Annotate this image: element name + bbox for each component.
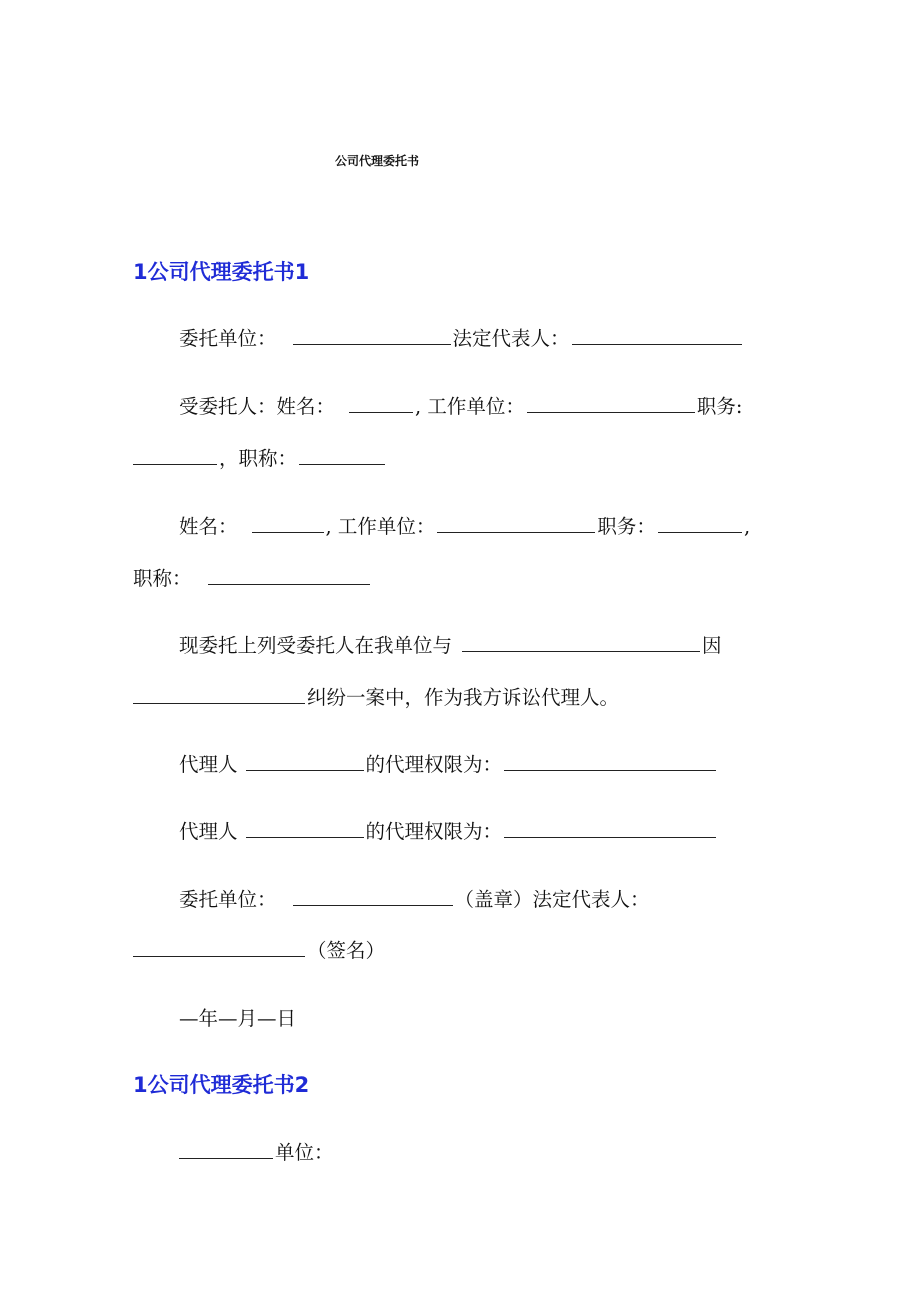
label-agent: 代理人 xyxy=(179,820,238,843)
line-date: —年—月—日 xyxy=(179,1007,297,1030)
blank-field xyxy=(437,514,595,533)
blank-field xyxy=(462,633,700,652)
line-trustee-1 xyxy=(179,394,743,420)
label-position: 职务： xyxy=(597,515,656,538)
text-dispute: 纠纷一案中，作为我方诉讼代理人。 xyxy=(307,686,620,709)
line-entrusting-unit xyxy=(179,326,744,352)
text-because: 因 xyxy=(702,634,722,657)
line-unit xyxy=(179,1140,334,1166)
document-title: 公司代理委托书 xyxy=(335,154,420,168)
blank-field xyxy=(133,938,305,957)
line-signature xyxy=(133,938,385,964)
blank-field xyxy=(572,326,742,345)
label-authority: 的代理权限为： xyxy=(365,820,503,843)
label-signature: （签名） xyxy=(307,939,386,962)
blank-field xyxy=(293,326,451,345)
blank-field xyxy=(658,514,742,533)
blank-field xyxy=(504,819,716,838)
label-unit: 单位： xyxy=(275,1141,334,1164)
section-2-heading: 1公司代理委托书2 xyxy=(133,1073,310,1097)
label-title: 职称： xyxy=(133,567,192,590)
blank-field xyxy=(527,394,695,413)
label-legal-rep: 法定代表人： xyxy=(452,327,570,350)
line-seal xyxy=(179,887,650,913)
blank-field xyxy=(252,514,324,533)
blank-field xyxy=(208,566,370,585)
label-trustee-name: 受委托人：姓名： xyxy=(179,395,336,418)
blank-field xyxy=(293,887,453,906)
blank-field xyxy=(299,446,385,465)
label-agent: 代理人 xyxy=(179,753,238,776)
label-position: 职务: xyxy=(696,395,743,418)
blank-field xyxy=(133,685,305,704)
line-trustee-1-cont xyxy=(133,446,387,472)
blank-field xyxy=(133,446,217,465)
label-name: 姓名： xyxy=(179,515,238,538)
blank-field xyxy=(179,1140,273,1159)
blank-field xyxy=(246,752,364,771)
line-agent-2 xyxy=(179,819,718,845)
text-entrust-statement: 现委托上列受委托人在我单位与 xyxy=(179,634,453,657)
label-title: ，职称： xyxy=(219,447,298,470)
line-entrust-statement xyxy=(179,633,722,659)
line-dispute xyxy=(133,685,619,711)
comma: , xyxy=(743,515,751,538)
label-entrusting-unit: 委托单位： xyxy=(179,327,277,350)
blank-field xyxy=(349,394,413,413)
label-work-unit: , 工作单位： xyxy=(325,515,436,538)
label-work-unit: , 工作单位： xyxy=(415,395,525,418)
label-entrusting-unit: 委托单位： xyxy=(179,888,277,911)
line-trustee-2-cont xyxy=(133,566,372,592)
line-agent-1 xyxy=(179,752,718,778)
label-authority: 的代理权限为： xyxy=(365,753,503,776)
section-1-heading: 1公司代理委托书1 xyxy=(133,260,310,284)
blank-field xyxy=(504,752,716,771)
blank-field xyxy=(246,819,364,838)
label-seal-legal-rep: （盖章）法定代表人： xyxy=(454,888,650,911)
line-trustee-2 xyxy=(179,514,750,540)
